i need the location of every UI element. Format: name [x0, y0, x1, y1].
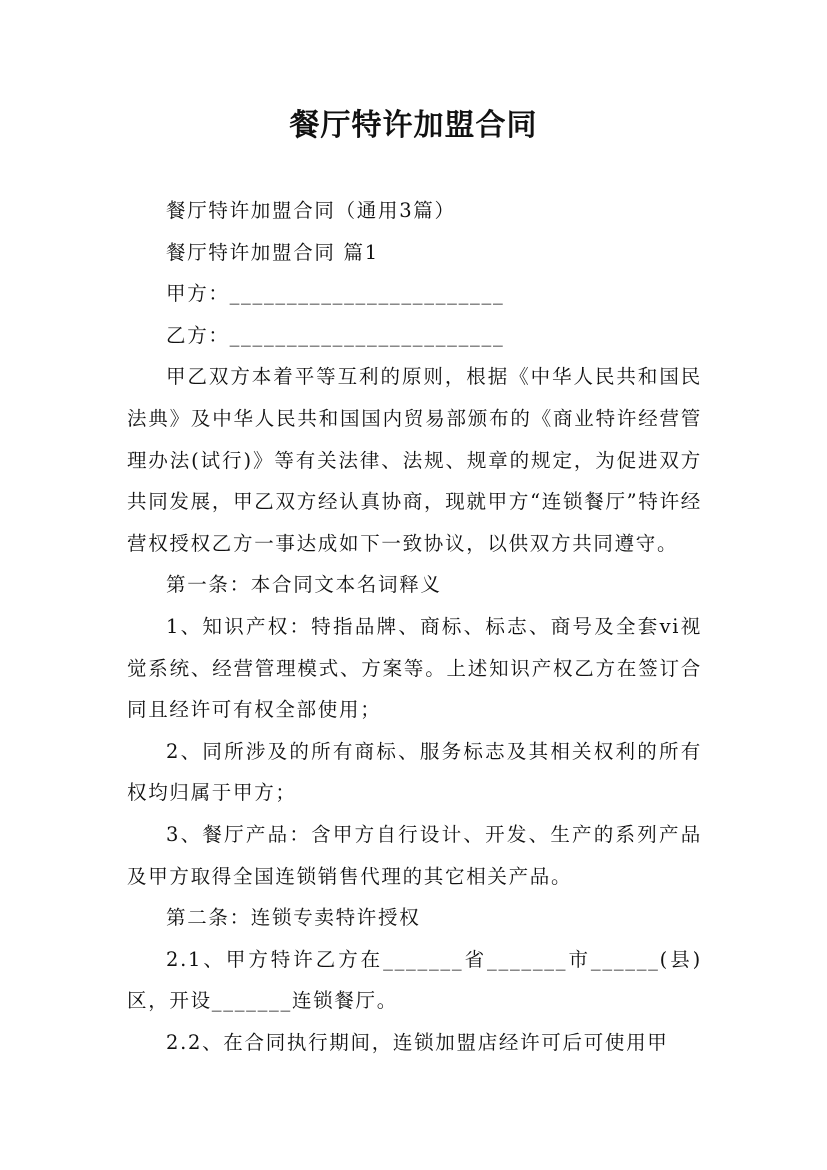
paragraph-article-1-item-3: 3、餐厅产品：含甲方自行设计、开发、生产的系列产品及甲方取得全国连锁销售代理的其它相关产品。 — [127, 822, 702, 888]
paragraph-preamble: 甲乙双方本着平等互利的原则，根据《中华人民共和国民法典》及中华人民共和国国内贸易部颁布的《商业特许经营管理办法(试行)》等有关法律、法规、规章的规定，为促进双方共同发展，甲乙双方经认真协商，现就甲方“连锁餐厅”特许经营权授权乙方一事达成如下一致协议，以供双方共同遵守。 — [127, 365, 702, 555]
paragraph-article-2-item-2: 2.2、在合同执行期间，连锁加盟店经许可后可使用甲 — [166, 1030, 669, 1054]
paragraph-party-b: 乙方：________________________ — [166, 323, 505, 347]
paragraph-article-1-item-2: 2、同所涉及的所有商标、服务标志及其相关权利的所有权均归属于甲方； — [127, 739, 702, 805]
paragraph-article-1-heading: 第一条：本合同文本名词释义 — [166, 573, 442, 597]
paragraph-article-2-heading: 第二条：连锁专卖特许授权 — [166, 906, 421, 930]
document-body — [127, 190, 702, 1063]
paragraph-subtitle: 餐厅特许加盟合同（通用3篇） — [166, 199, 456, 222]
paragraph-article-2-item-1: 2.1、甲方特许乙方在_______省_______市______(县)区，开设_______连锁餐厅。 — [127, 947, 702, 1013]
paragraph-party-a: 甲方：________________________ — [166, 282, 505, 306]
paragraph-section-heading: 餐厅特许加盟合同 篇1 — [166, 240, 379, 264]
page-title: 餐厅特许加盟合同 — [289, 108, 538, 143]
paragraph-article-1-item-1: 1、知识产权：特指品牌、商标、标志、商号及全套vi视觉系统、经营管理模式、方案等。上述知识产权乙方在签订合同且经许可有权全部使用； — [127, 614, 702, 722]
